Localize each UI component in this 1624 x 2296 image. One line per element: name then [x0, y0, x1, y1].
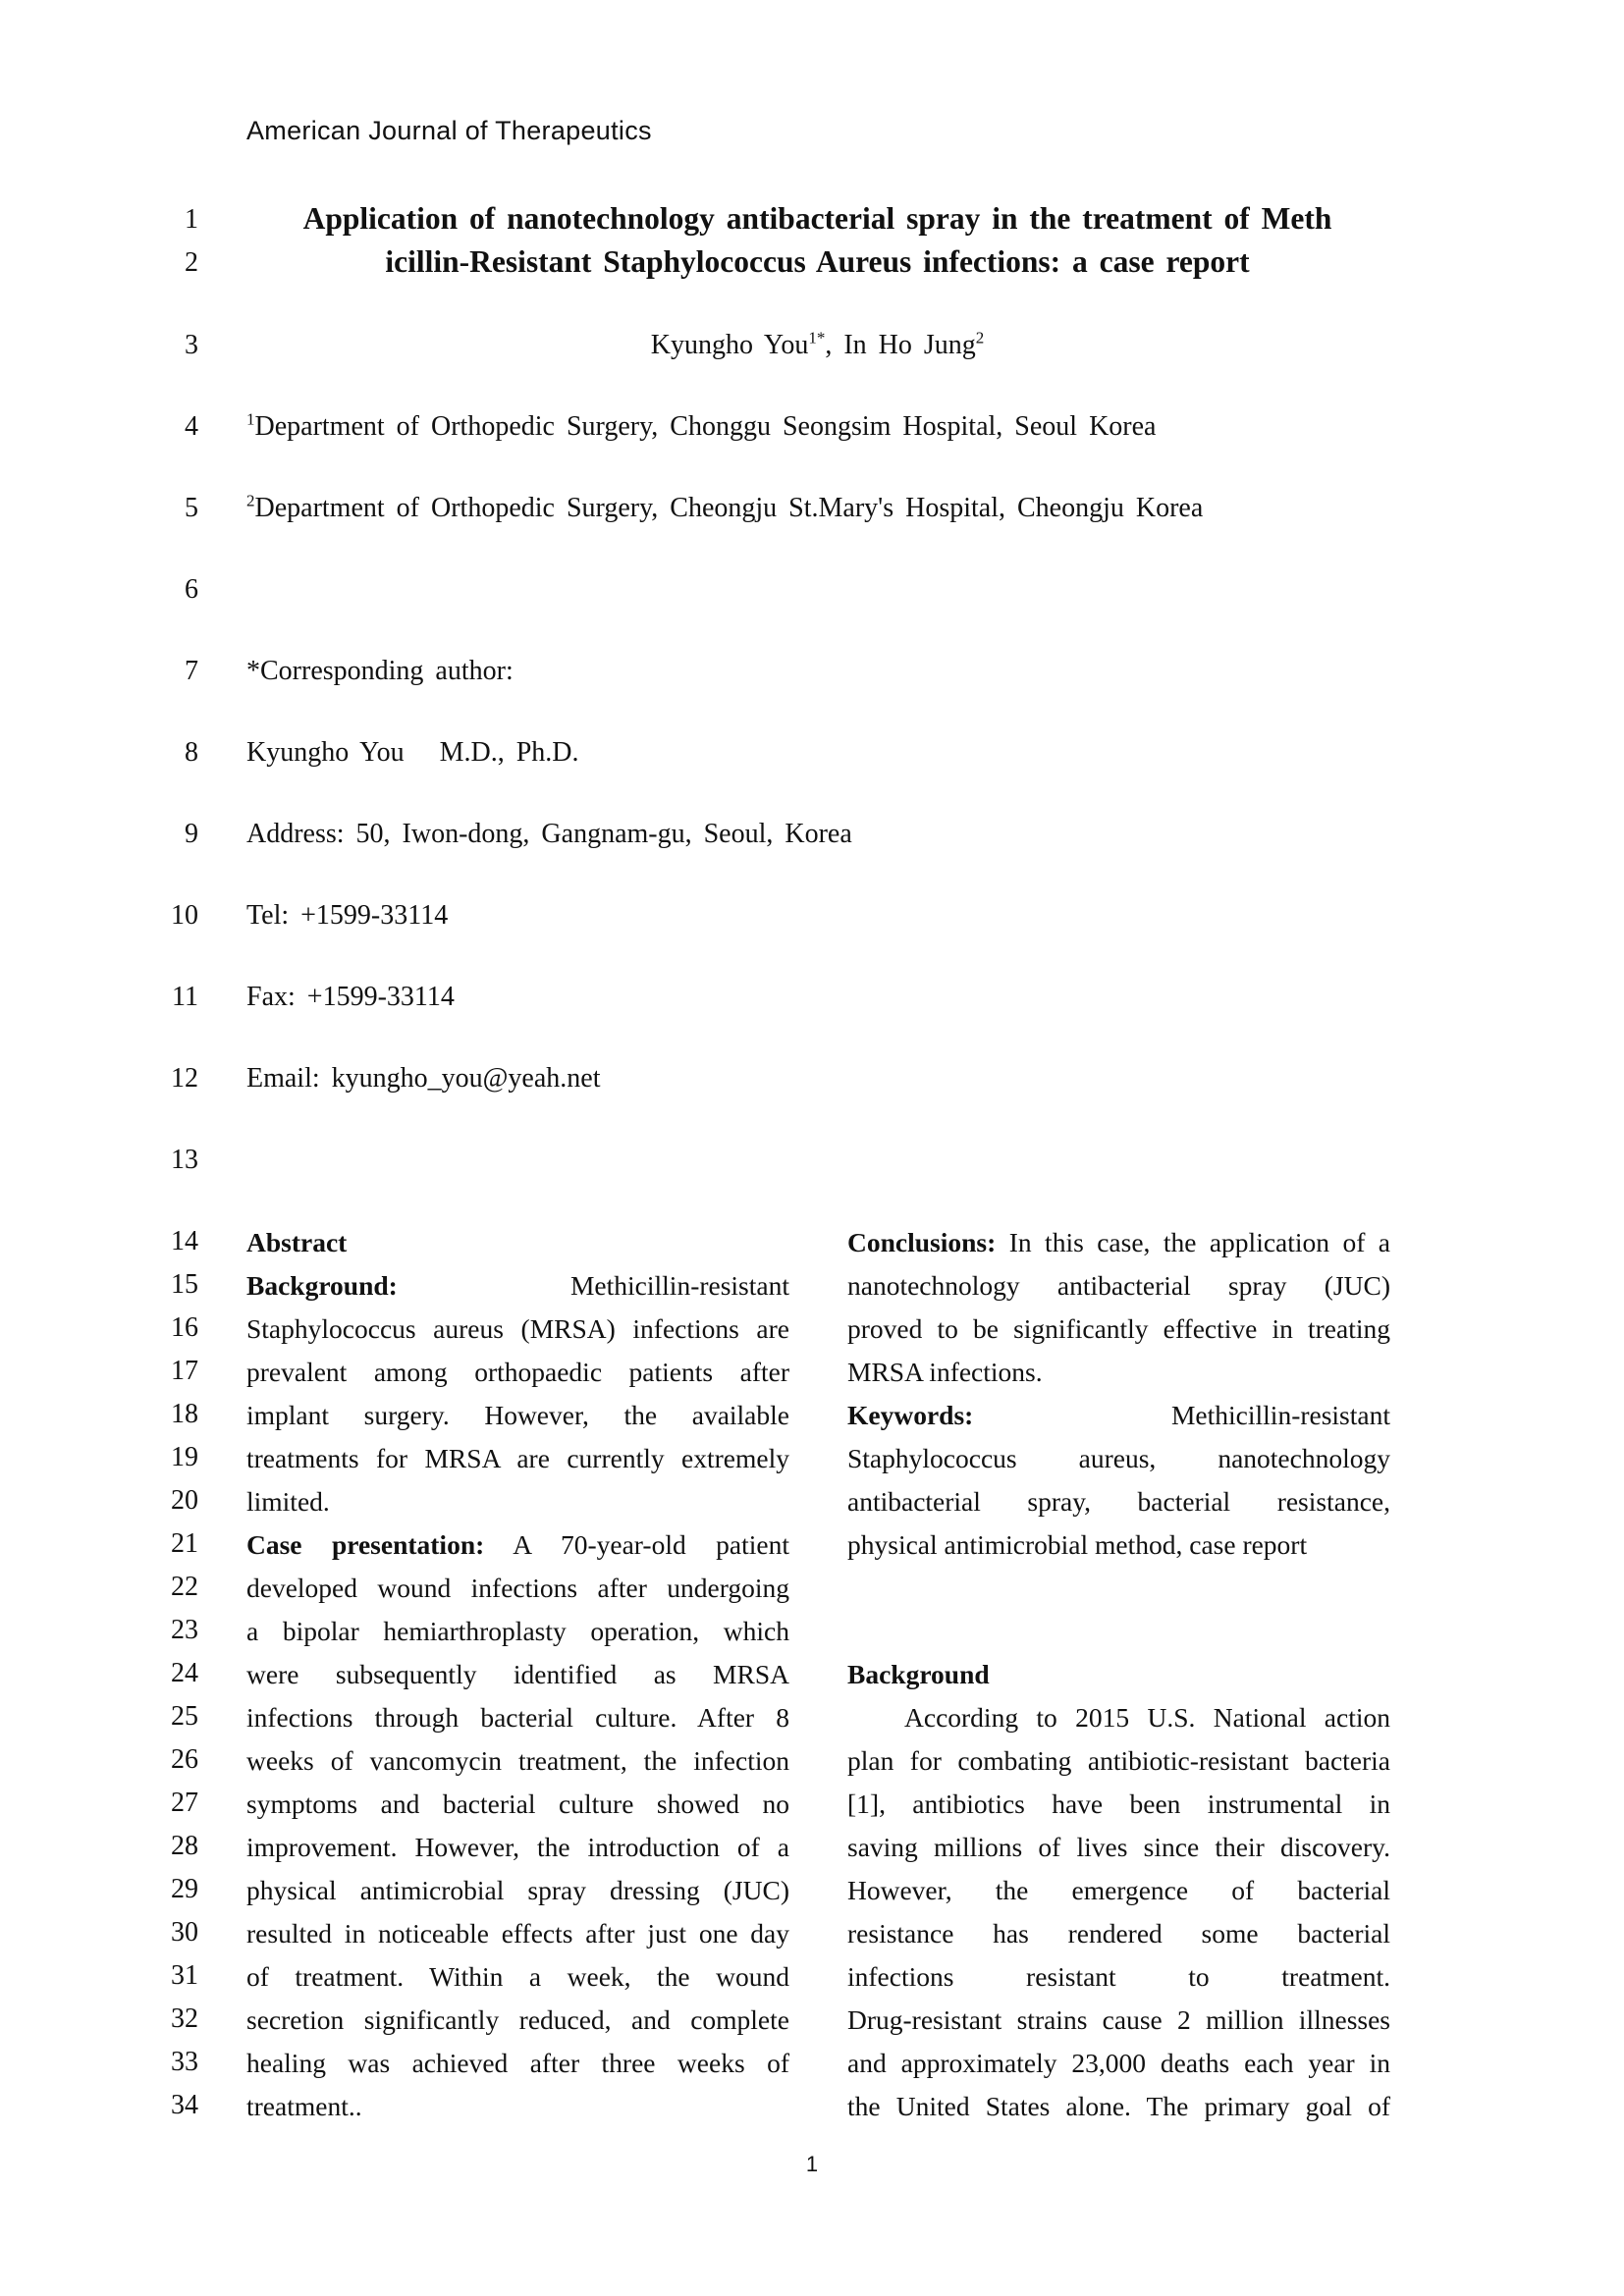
affiliation-1-text: Department of Orthopedic Surgery, Chonggu Seongsim Hospital, Seoul Korea [254, 411, 1157, 442]
affiliation-2-text: Department of Orthopedic Surgery, Cheongju St.Mary's Hospital, Cheongju Korea [254, 493, 1204, 523]
background-text-line: infections resistant to treatment. [847, 1961, 1390, 1992]
line-number: 28 [171, 1831, 198, 1861]
line-number: 11 [172, 982, 198, 1012]
background-text-line: plan for combating antibiotic-resistant bacteria [847, 1745, 1390, 1776]
abstract-case-tail: A 70-year-old patient [484, 1529, 789, 1560]
abstract-line: improvement. However, the introduction of a [246, 1832, 789, 1862]
background-section-heading: Background [847, 1659, 990, 1689]
line-number: 20 [171, 1485, 198, 1516]
affiliation-2-mark: 2 [246, 491, 255, 510]
line-number: 32 [171, 2003, 198, 2034]
keywords-text-line: antibacterial spray, bacterial resistance, [847, 1486, 1390, 1517]
background-text-line: [1], antibiotics have been instrumental in [847, 1789, 1390, 1819]
affiliation-1 [246, 411, 1156, 443]
background-text-line: saving millions of lives since their discovery. [847, 1832, 1390, 1862]
background-text-line: According to 2015 U.S. National action [904, 1702, 1390, 1733]
line-number: 13 [171, 1145, 198, 1175]
abstract-line: developed wound infections after undergoing [246, 1573, 789, 1603]
keywords-line [847, 1394, 1390, 1437]
line-number: 27 [171, 1788, 198, 1818]
line-number: 6 [185, 574, 198, 605]
background-text-line: resistance has rendered some bacterial [847, 1918, 1390, 1949]
line-number: 16 [171, 1312, 198, 1343]
abstract-line: treatments for MRSA are currently extremely [246, 1443, 789, 1473]
corresponding-author-name: Kyungho You M.D., Ph.D. [246, 737, 579, 768]
keywords-label: Keywords: [847, 1400, 974, 1430]
line-number: 5 [185, 493, 198, 523]
conclusions-label: Conclusions: [847, 1227, 997, 1257]
author-2-affiliation-mark: 2 [975, 328, 985, 347]
abstract-line: of treatment. Within a week, the wound [246, 1961, 789, 1992]
abstract-line: prevalent among orthopaedic patients after [246, 1357, 789, 1387]
line-number: 15 [171, 1269, 198, 1300]
line-number: 12 [171, 1063, 198, 1094]
corresponding-author-address: Address: 50, Iwon-dong, Gangnam-gu, Seoul, Korea [246, 819, 852, 849]
abstract-line: resulted in noticeable effects after just one day [246, 1918, 789, 1949]
keywords-text-line: physical antimicrobial method, case report [847, 1529, 1308, 1560]
conclusions-text-line: MRSA infections. [847, 1357, 1043, 1387]
line-number: 31 [171, 1960, 198, 1991]
abstract-line: Staphylococcus aureus (MRSA) infections are [246, 1313, 789, 1344]
line-number: 9 [185, 819, 198, 849]
line-number: 34 [171, 2090, 198, 2120]
corresponding-author-heading: *Corresponding author: [246, 656, 514, 686]
journal-name: American Journal of Therapeutics [246, 116, 652, 145]
abstract-line: were subsequently identified as MRSA [246, 1659, 789, 1689]
affiliation-2 [246, 493, 1203, 524]
author-separator: , [825, 330, 844, 360]
abstract-line: physical antimicrobial spray dressing (JUC) [246, 1875, 789, 1905]
conclusions-text-line: proved to be significantly effective in treating [847, 1313, 1390, 1344]
abstract-case-line [246, 1523, 789, 1567]
abstract-background-line [246, 1264, 789, 1308]
line-number: 23 [171, 1615, 198, 1645]
abstract-line: infections through bacterial culture. After 8 [246, 1702, 789, 1733]
abstract-case-label: Case presentation: [246, 1529, 485, 1560]
line-number: 22 [171, 1572, 198, 1602]
line-number: 21 [171, 1528, 198, 1559]
background-text-line: the United States alone. The primary goal of [847, 2091, 1390, 2121]
line-number: 25 [171, 1701, 198, 1732]
line-number: 8 [185, 737, 198, 768]
line-number: 24 [171, 1658, 198, 1688]
abstract-line: symptoms and bacterial culture showed no [246, 1789, 789, 1819]
line-number: 30 [171, 1917, 198, 1948]
line-number: 7 [185, 656, 198, 686]
line-number: 18 [171, 1399, 198, 1429]
abstract-line: limited. [246, 1486, 330, 1517]
abstract-background-label: Background: [246, 1270, 398, 1301]
corresponding-author-email[interactable]: Email: kyungho_you@yeah.net [246, 1063, 601, 1094]
affiliation-1-mark: 1 [246, 409, 255, 429]
author-2: In Ho Jung [843, 330, 976, 360]
paper-title-line-1: Application of nanotechnology antibacterial spray in the treatment of Meth [302, 201, 1332, 236]
background-text-line: However, the emergence of bacterial [847, 1875, 1390, 1905]
conclusions-tail: In this case, the application of a [996, 1227, 1390, 1257]
abstract-line: implant surgery. However, the available [246, 1400, 789, 1430]
author-1-affiliation-mark: 1* [808, 328, 826, 347]
author-1: Kyungho You [650, 330, 809, 360]
line-number: 33 [171, 2047, 198, 2077]
abstract-line: secretion significantly reduced, and complete [246, 2004, 789, 2035]
line-number: 19 [171, 1442, 198, 1472]
page-number: 1 [805, 2152, 819, 2176]
paper-title-line-2: icillin-Resistant Staphylococcus Aureus infections: a case report [385, 244, 1250, 279]
conclusions-line [847, 1221, 1390, 1264]
line-number: 1 [185, 204, 198, 235]
author-line [246, 330, 1388, 361]
line-number: 14 [171, 1226, 198, 1256]
abstract-heading: Abstract [246, 1227, 348, 1257]
abstract-line: treatment.. [246, 2091, 362, 2121]
background-text-line: Drug-resistant strains cause 2 million illnesses [847, 2004, 1390, 2035]
line-number: 2 [185, 247, 198, 278]
abstract-line: healing was achieved after three weeks of [246, 2048, 789, 2078]
keywords-tail: Methicillin-resistant [1170, 1400, 1390, 1430]
corresponding-author-tel: Tel: +1599-33114 [246, 900, 449, 931]
line-number: 17 [171, 1356, 198, 1386]
line-number: 29 [171, 1874, 198, 1904]
line-number: 4 [185, 411, 198, 442]
background-text-line: and approximately 23,000 deaths each year in [847, 2048, 1390, 2078]
abstract-background-tail: Methicillin-resistant [569, 1270, 789, 1301]
line-number: 3 [185, 330, 198, 360]
corresponding-author-fax: Fax: +1599-33114 [246, 982, 455, 1012]
keywords-text-line: Staphylococcus aureus, nanotechnology [847, 1443, 1390, 1473]
abstract-line: a bipolar hemiarthroplasty operation, which [246, 1616, 789, 1646]
line-number: 10 [171, 900, 198, 931]
conclusions-text-line: nanotechnology antibacterial spray (JUC) [847, 1270, 1390, 1301]
abstract-line: weeks of vancomycin treatment, the infection [246, 1745, 789, 1776]
line-number: 26 [171, 1744, 198, 1775]
